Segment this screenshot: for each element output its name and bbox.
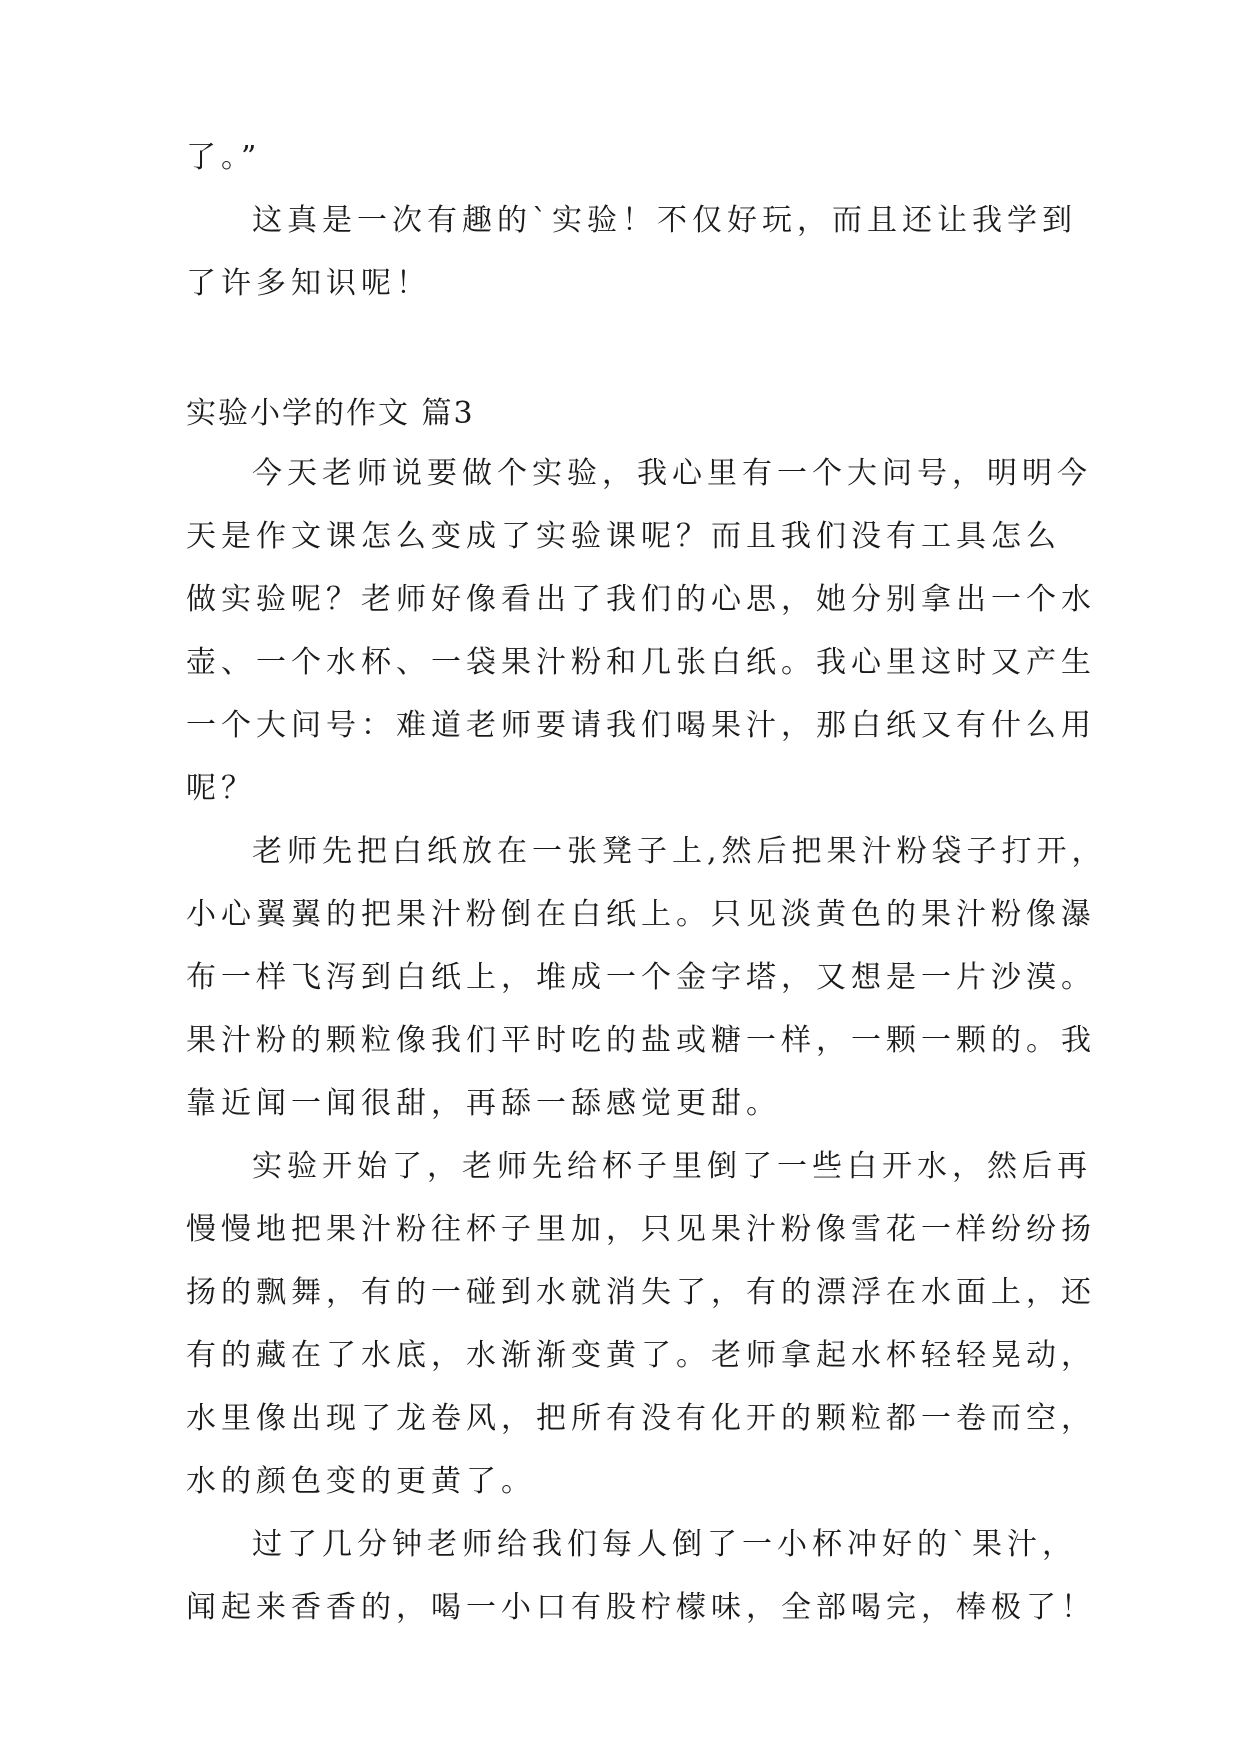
text-line: 有的藏在了水底，水渐渐变黄了。老师拿起水杯轻轻晃动， (186, 1338, 1096, 1373)
paragraph-start-line: 实验开始了，老师先给杯子里倒了一些白开水，然后再 (252, 1149, 1092, 1184)
text-line: 果汁粉的颗粒像我们平时吃的盐或糖一样，一颗一颗的。我 (186, 1023, 1096, 1058)
paragraph-start-line: 老师先把白纸放在一张凳子上,然后把果汁粉袋子打开， (252, 834, 1107, 869)
text-line: 小心翼翼的把果汁粉倒在白纸上。只见淡黄色的果汁粉像瀑 (186, 897, 1096, 932)
text-line: 扬的飘舞，有的一碰到水就消失了，有的漂浮在水面上，还 (186, 1275, 1096, 1310)
paragraph-start-line: 今天老师说要做个实验，我心里有一个大问号，明明今 (252, 456, 1092, 491)
text-line: 天是作文课怎么变成了实验课呢？而且我们没有工具怎么 (186, 519, 1061, 554)
text-line: 布一样飞泻到白纸上，堆成一个金字塔，又想是一片沙漠。 (186, 960, 1096, 995)
text-line: 水里像出现了龙卷风，把所有没有化开的颗粒都一卷而空， (186, 1401, 1096, 1436)
text-line: 壶、一个水杯、一袋果汁粉和几张白纸。我心里这时又产生 (186, 645, 1096, 680)
paragraph-start-line: 过了几分钟老师给我们每人倒了一小杯冲好的`果汁， (252, 1527, 1077, 1562)
text-line: 水的颜色变的更黄了。 (186, 1464, 536, 1499)
section-heading: 实验小学的作文 篇3 (186, 396, 475, 431)
paragraph-start-line: 这真是一次有趣的`实验！不仅好玩，而且还让我学到 (252, 203, 1077, 238)
text-line: 做实验呢？老师好像看出了我们的心思，她分别拿出一个水 (186, 582, 1096, 617)
text-line: 闻起来香香的，喝一小口有股柠檬味，全部喝完，棒极了！ (186, 1590, 1096, 1625)
text-line: 了。” (186, 140, 262, 175)
text-line: 慢慢地把果汁粉往杯子里加，只见果汁粉像雪花一样纷纷扬 (186, 1212, 1096, 1247)
text-line: 了许多知识呢！ (186, 266, 431, 301)
text-line: 一个大问号：难道老师要请我们喝果汁，那白纸又有什么用 (186, 708, 1096, 743)
text-line: 呢？ (186, 771, 256, 806)
text-line: 靠近闻一闻很甜，再舔一舔感觉更甜。 (186, 1086, 781, 1121)
